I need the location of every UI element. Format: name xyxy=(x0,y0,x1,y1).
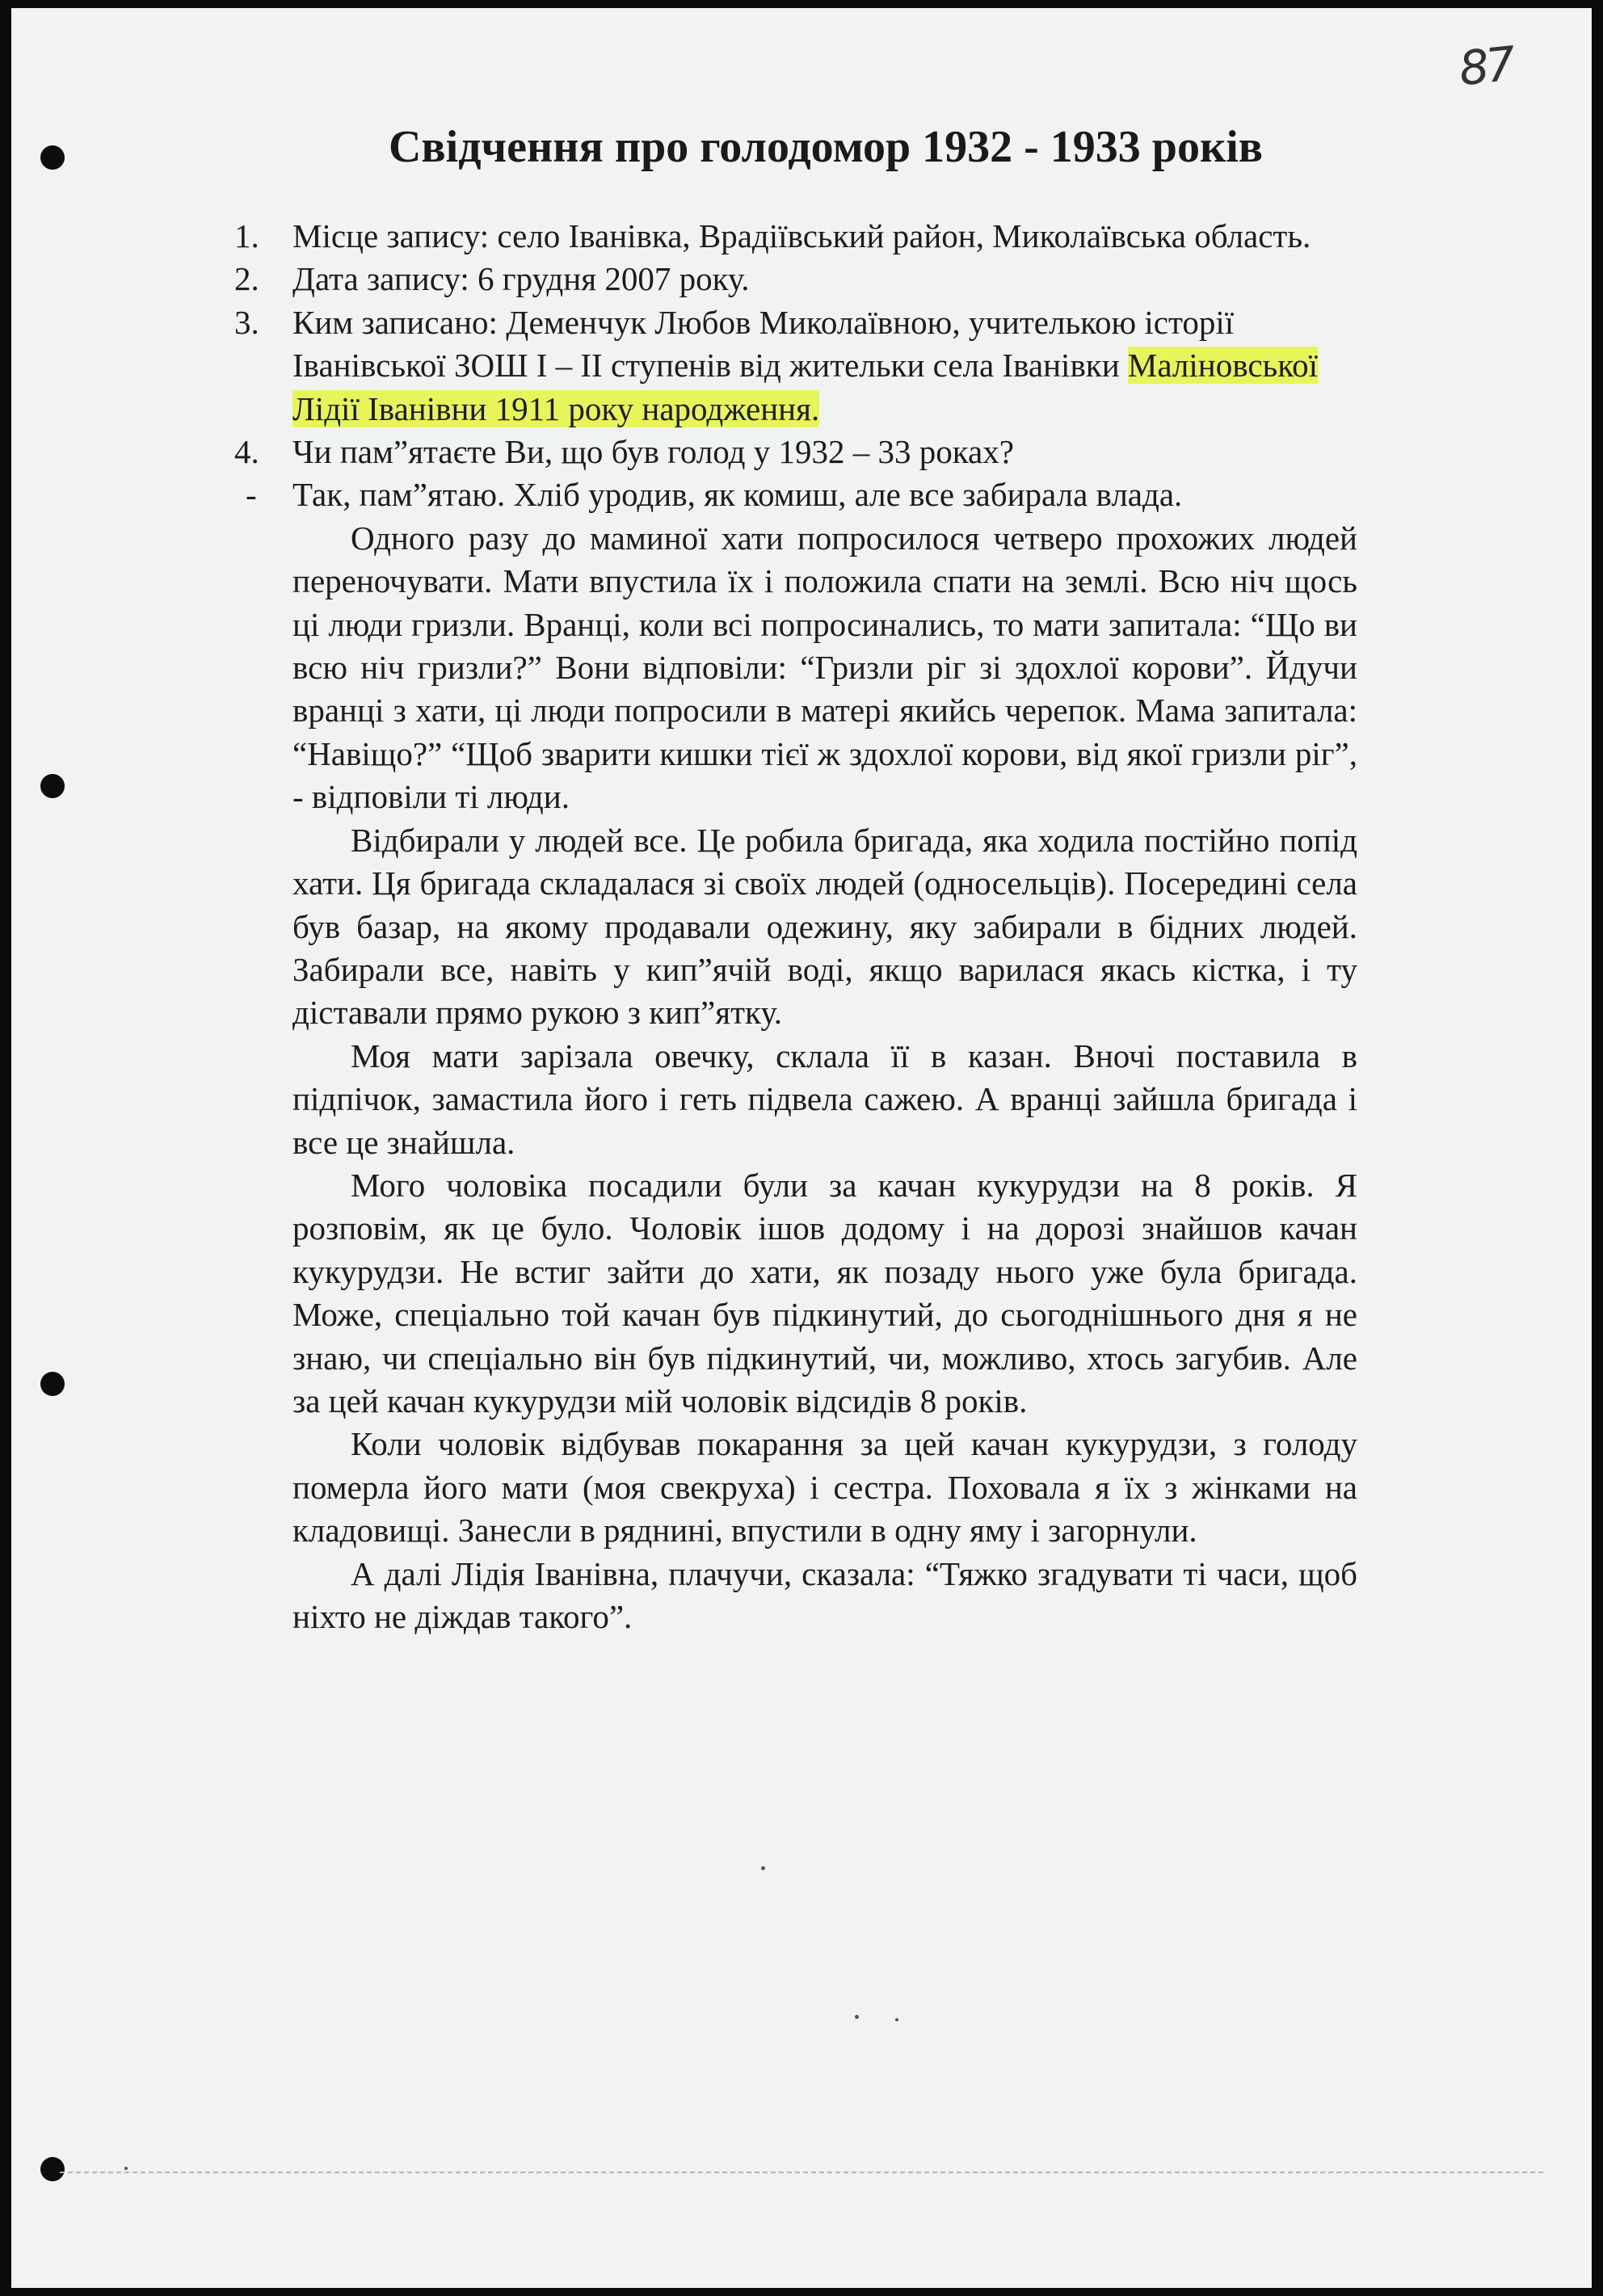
testimony-paragraph-4: Мого чоловіка посадили були за качан кукурудзи на 8 років. Я розповім, як це було. Чоловік ішов додому і на дорозі знайшов качан кукурудзи. Не встиг зайти до хати, як позаду нього уже була бригада. Може, спеціально той качан був підкинутий, до сьогоднішнього дня я не знаю, чи спеціально він був підкинутий, чи, можливо, хтось загубив. Але за цей качан кукурудзи мій чоловік відсидів 8 років. xyxy=(292,1166,1357,1419)
list-item-3 xyxy=(234,301,1357,431)
scan-speck xyxy=(124,2167,128,2170)
list-number: 3. xyxy=(234,303,259,341)
list-number: 2. xyxy=(234,260,259,298)
list-item-4 xyxy=(234,431,1357,473)
bottom-divider xyxy=(60,2172,1543,2173)
punch-hole-lower-middle xyxy=(40,1372,65,1396)
list-number: 4. xyxy=(234,433,259,471)
scan-speck xyxy=(855,2015,859,2019)
punch-hole-bottom xyxy=(40,2157,65,2181)
document-title: Свідчення про голодомор 1932 - 1933 років xyxy=(388,122,1264,172)
document-page xyxy=(11,8,1592,2288)
list-item-text: Дата запису: 6 грудня 2007 року. xyxy=(292,260,750,298)
testimony-paragraph-2: Відбирали у людей все. Це робила бригада, яка ходила постійно попід хати. Ця бригада складалася зі своїх людей (односельців). Посередині села був базар, на якому продавали одежину, яку забирали в бідних людей. Забирали все, навіть у кип”ячій воді, якщо варилася якась кістка, і ту діставали прямо рукою з кип”ятку. xyxy=(292,821,1357,1032)
list-item-text: Ким записано: Деменчук Любов Миколаївною, учителькою історії Іванівської ЗОШ І – ІІ ступенів від жительки села Іванівки xyxy=(292,303,1235,385)
scan-speck xyxy=(761,1866,765,1870)
list-item-text: Місце запису: село Іванівка, Врадіївський район, Миколаївська область. xyxy=(292,217,1311,254)
punch-hole-upper-middle xyxy=(40,774,65,798)
scan-speck xyxy=(895,2018,898,2021)
list-item-2 xyxy=(234,258,1357,301)
testimony-paragraph-6: А далі Лідія Іванівна, плачучи, сказала: “Тяжко згадувати ті часи, щоб ніхто не діждав такого”. xyxy=(292,1554,1357,1635)
testimony-paragraph-3: Моя мати зарізала овечку, склала її в казан. Вночі поставила в підпічок, замастила його і геть підвела сажею. А вранці зайшла бригада і все це знайшла. xyxy=(292,1037,1357,1161)
document-body xyxy=(234,215,1357,1638)
list-item-text: Чи пам”ятаєте Ви, що був голод у 1932 – 33 роках? xyxy=(292,433,1014,471)
highlighted-informant-name: Маліновської Лідії Іванівни 1911 року народження. xyxy=(292,347,1318,427)
answer-line xyxy=(234,473,1357,516)
handwritten-page-number: 87 xyxy=(1456,36,1516,97)
answer-dash: - xyxy=(246,476,257,514)
testimony-paragraph-1: Одного разу до маминої хати попросилося четверо прохожих людей переночувати. Мати впустила їх і положила спати на землі. Всю ніч щось ці люди гризли. Вранці, коли всі попросинались, то мати запитала: “Що ви всю ніч гризли?” Вони відповіли: “Гризли ріг зі здохлої корови”. Йдучи вранці з хати, ці люди попросили в матері якийсь черепок. Мама запитала: “Навіщо?” “Щоб зварити кишки тієї ж здохлої корови, від якої гризли ріг”, - відповіли ті люди. xyxy=(292,519,1357,816)
list-item-1 xyxy=(234,215,1357,258)
testimony-paragraph-5: Коли чоловік відбував покарання за цей качан кукурудзи, з голоду померла його мати (моя свекруха) і сестра. Поховала я їх з жінками на кладовищі. Занесли в ряднині, впустили в одну яму і загорнули. xyxy=(292,1425,1357,1550)
answer-text: Так, пам”ятаю. Хліб уродив, як комиш, але все забирала влада. xyxy=(292,476,1183,514)
list-number: 1. xyxy=(234,217,259,254)
